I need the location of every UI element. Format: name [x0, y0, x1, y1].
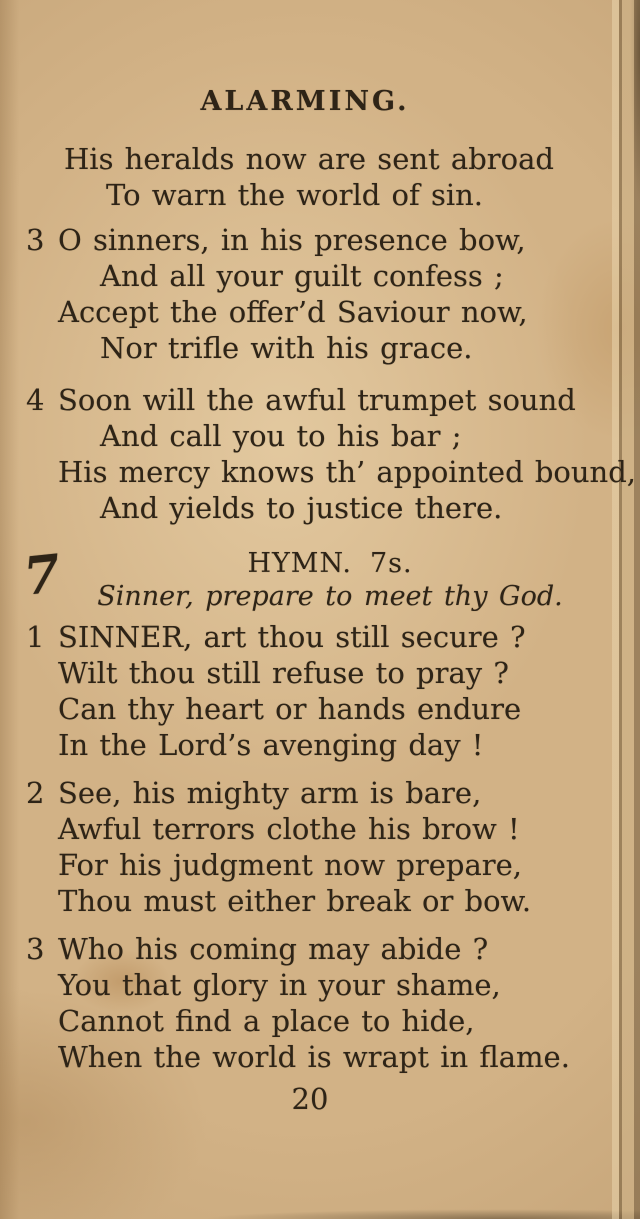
hymn-title-line — [30, 548, 630, 579]
verse-line: For his judgment now prepare, — [58, 848, 522, 882]
verse-number: 3 — [26, 932, 45, 966]
verse-line: Cannot find a place to hide, — [58, 1004, 475, 1038]
hymn-stanza-3 — [0, 931, 640, 1075]
page-number: 20 — [291, 1082, 329, 1116]
verse-line: Accept the offer’d Saviour now, — [58, 295, 528, 329]
verse-line: To warn the world of sin. — [106, 178, 484, 212]
verse-line: And all your guilt confess ; — [100, 259, 504, 293]
verse-number: 2 — [26, 776, 45, 810]
hymn-number-ornament: 7 — [20, 543, 64, 608]
hymn-subtitle: Sinner, prepare to meet thy God. — [97, 581, 563, 612]
hymn-title: HYMN. — [247, 548, 352, 579]
verse-line: See, his mighty arm is bare, — [58, 776, 482, 810]
verse-line: Thou must either break or bow. — [58, 884, 532, 918]
stanza-4-previous-hymn — [0, 382, 640, 526]
verse-line: Soon will the awful trumpet sound — [58, 383, 576, 417]
stanza-continuation — [0, 141, 640, 213]
verse-line: SINNER, art thou still secure ? — [58, 620, 526, 654]
verse-line: Wilt thou still refuse to pray ? — [58, 656, 509, 690]
verse-number: 3 — [26, 223, 45, 257]
verse-line: Awful terrors clothe his brow ! — [58, 812, 520, 846]
verse-line: You that glory in your shame, — [58, 968, 501, 1002]
verse-line: His heralds now are sent abroad — [64, 142, 554, 176]
verse-line: His mercy knows th’ appointed bound, — [58, 455, 637, 489]
verse-line: When the world is wrapt in flame. — [58, 1040, 570, 1074]
verse-line: Nor trifle with his grace. — [100, 331, 473, 365]
verse-line: And call you to his bar ; — [100, 419, 462, 453]
verse-number: 4 — [26, 383, 45, 417]
hymn-stanza-1 — [0, 619, 640, 763]
hymn-stanza-2 — [0, 775, 640, 919]
verse-line: Can thy heart or hands endure — [58, 692, 522, 726]
hymn-meter: 7s. — [369, 548, 413, 579]
verse-line: In the Lord’s avenging day ! — [58, 728, 484, 762]
stanza-3-previous-hymn — [0, 222, 640, 366]
verse-number: 1 — [26, 620, 45, 654]
hymn-header — [0, 543, 640, 612]
running-head: ALARMING. — [200, 86, 410, 117]
verse-line: And yields to justice there. — [100, 491, 503, 525]
verse-line: O sinners, in his presence bow, — [58, 223, 526, 257]
verse-line: Who his coming may abide ? — [58, 932, 489, 966]
